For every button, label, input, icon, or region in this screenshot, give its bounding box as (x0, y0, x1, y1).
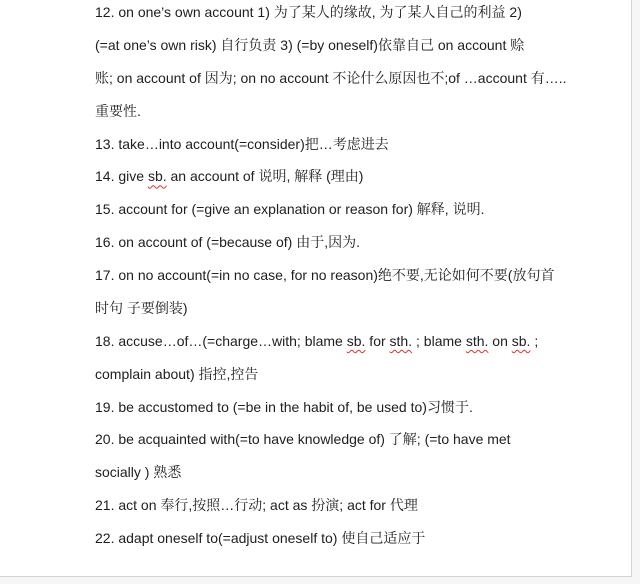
entry-line (95, 325, 567, 358)
line-text: ; blame (412, 332, 466, 349)
line-text: for (365, 332, 390, 349)
entry-line (95, 292, 567, 325)
spellcheck-flagged-word[interactable]: sth. (389, 332, 413, 349)
spellcheck-flagged-word[interactable]: sb. (147, 168, 167, 185)
line-text: 13. take…into account(=consider)把…考虑进去 (95, 135, 389, 152)
line-text: (=at one’s own risk) 自行负责 3) (=by oneself)依靠自己 on account 赊 (95, 36, 525, 53)
spellcheck-flagged-word[interactable]: sth. (465, 332, 489, 349)
spellcheck-flagged-word[interactable]: sb. (346, 332, 366, 349)
entry-line (95, 522, 567, 555)
line-text: 16. on account of (=because of) 由于,因为. (95, 234, 360, 251)
entry-line (95, 226, 567, 259)
line-text: ; (530, 332, 539, 349)
line-text: 22. adapt oneself to(=adjust oneself to) 使自己适应于 (95, 530, 426, 546)
line-text: 账; on account of 因为; on no account 不论什么原因也不;of …account 有….. (95, 69, 567, 86)
line-text: socially ) 熟悉 (95, 464, 182, 481)
entry-line (95, 0, 567, 29)
entry-line (95, 95, 567, 128)
line-text: 15. account for (=give an explanation or reason for) 解释, 说明. (95, 201, 485, 218)
line-text: 18. accuse…of…(=charge…with; blame (95, 332, 347, 349)
line-text: 时句 子要倒装) (95, 299, 188, 316)
line-text: 19. be accustomed to (=be in the habit of, be used to)习惯于. (95, 398, 473, 415)
entry-line (95, 489, 567, 522)
phrase-list (95, 0, 567, 555)
entry-line (95, 128, 567, 161)
entry-line (95, 456, 567, 489)
line-text: 20. be acquainted with(=to have knowledge of) 了解; (=to have met (95, 431, 511, 448)
line-text: complain about) 指控,控告 (95, 365, 259, 382)
entry-line (95, 193, 567, 226)
line-text: 21. act on 奉行,按照…行动; act as 扮演; act for 代理 (95, 497, 418, 514)
line-text: on (488, 332, 512, 349)
line-text: an account of 说明, 解释 (理由) (166, 168, 364, 185)
line-text: 12. on one’s own account 1) 为了某人的缘故, 为了某人自己的利益 2) (95, 4, 522, 20)
entry-line (95, 160, 567, 193)
line-text: 重要性. (95, 102, 141, 119)
entry-line (95, 358, 567, 391)
entry-line (95, 423, 567, 456)
line-text: 14. give (95, 168, 148, 185)
entry-line (95, 391, 567, 424)
entry-line (95, 62, 567, 95)
entry-line (95, 259, 567, 292)
line-text: 17. on no account(=in no case, for no reason)绝不要,无论如何不要(放句首 (95, 267, 555, 283)
entry-line (95, 29, 567, 62)
spellcheck-flagged-word[interactable]: sb. (511, 332, 531, 349)
